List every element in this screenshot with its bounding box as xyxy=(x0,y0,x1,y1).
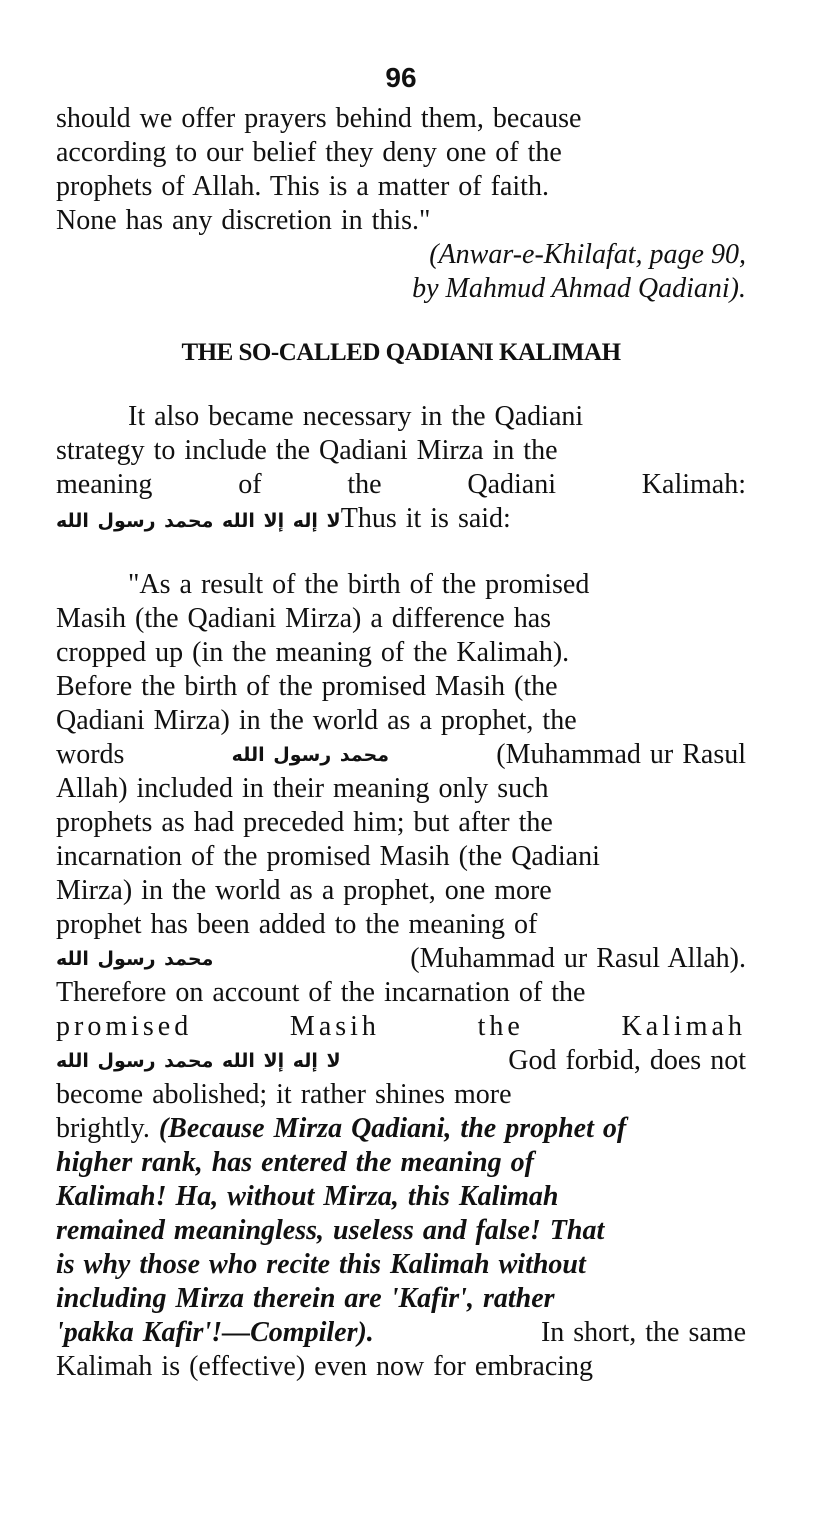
opening-line: prophets of Allah. This is a matter of faith. xyxy=(56,171,549,202)
compiler-line: remained meaningless, useless and false! That xyxy=(56,1215,605,1246)
opening-line: should we offer prayers behind them, because xyxy=(56,103,582,134)
section-line-spread xyxy=(56,468,746,502)
section-line: It also became necessary in the Qadiani xyxy=(128,401,584,432)
word: Masih xyxy=(289,1011,380,1042)
in-short-text: In short, the same xyxy=(540,1317,746,1348)
compiler-line: higher rank, has entered the meaning of xyxy=(56,1147,534,1178)
opening-line: None has any discretion in this." xyxy=(56,205,431,236)
muhammad-translit: (Muhammad ur Rasul xyxy=(496,739,746,770)
quote-line: Mirza) in the world as a prophet, one more xyxy=(56,875,552,906)
words-label: words xyxy=(56,739,125,770)
compiler-end: 'pakka Kafir'!—Compiler). xyxy=(56,1317,374,1348)
book-page xyxy=(56,60,746,1384)
compiler-line: Kalimah! Ha, without Mirza, this Kalimah xyxy=(56,1181,559,1212)
citation-line: (Anwar-e-Khilafat, page 90, xyxy=(429,239,746,270)
quote-line-muhammad xyxy=(56,942,746,976)
quote-line: become abolished; it rather shines more xyxy=(56,1079,512,1110)
section-paragraph xyxy=(56,400,746,538)
citation xyxy=(56,238,746,306)
section-line: strategy to include the Qadiani Mirza in the xyxy=(56,435,558,466)
thus-text: Thus it is said: xyxy=(340,503,511,534)
arabic-muhammad: محمد رسول الله xyxy=(231,744,390,766)
word: of xyxy=(238,469,262,500)
quote-paragraph xyxy=(56,568,746,1384)
page-number: 96 xyxy=(385,62,417,93)
quote-line: Qadiani Mirza) in the world as a prophet, the xyxy=(56,705,577,736)
arabic-kalimah: لا إله إلا الله محمد رسول الله xyxy=(56,510,341,532)
quote-line-godforbid xyxy=(56,1044,746,1078)
opening-paragraph xyxy=(56,102,746,238)
arabic-muhammad-2: محمد رسول الله xyxy=(56,948,214,970)
citation-line: by Mahmud Ahmad Qadiani). xyxy=(412,273,746,304)
word: Kalimah xyxy=(621,1011,746,1042)
quote-line-compiler-end xyxy=(56,1316,746,1350)
section-heading: THE SO-CALLED QADIANI KALIMAH xyxy=(181,339,621,366)
brightly-text: brightly. xyxy=(56,1113,150,1144)
god-forbid-text: God forbid, does not xyxy=(508,1045,746,1076)
quote-line: cropped up (in the meaning of the Kalimah). xyxy=(56,637,570,668)
word: promised xyxy=(56,1011,193,1042)
quote-line: Allah) included in their meaning only such xyxy=(56,773,549,804)
quote-line: prophet has been added to the meaning of xyxy=(56,909,538,940)
quote-line-words xyxy=(56,738,746,772)
word: Kalimah: xyxy=(641,469,746,500)
quote-line: Before the birth of the promised Masih (the xyxy=(56,671,558,702)
muhammad-translit-2: (Muhammad ur Rasul Allah). xyxy=(410,943,746,974)
compiler-line: including Mirza therein are 'Kafir', rather xyxy=(56,1283,555,1314)
opening-line: according to our belief they deny one of the xyxy=(56,137,562,168)
compiler-note-start: (Because Mirza Qadiani, the prophet of xyxy=(158,1113,627,1144)
quote-line: Kalimah is (effective) even now for embracing xyxy=(56,1351,594,1382)
compiler-line: is why those who recite this Kalimah without xyxy=(56,1249,586,1280)
quote-line: prophets as had preceded him; but after the xyxy=(56,807,553,838)
quote-line: Masih (the Qadiani Mirza) a difference has xyxy=(56,603,552,634)
quote-line-promised xyxy=(56,1010,746,1044)
arabic-kalimah-2: لا إله إلا الله محمد رسول الله xyxy=(56,1050,341,1072)
word: meaning xyxy=(56,469,153,500)
word: Qadiani xyxy=(467,469,556,500)
section-line xyxy=(56,502,746,538)
word: the xyxy=(347,469,382,500)
quote-line: "As a result of the birth of the promised xyxy=(128,569,590,600)
word: the xyxy=(477,1011,524,1042)
quote-line: Therefore on account of the incarnation of the xyxy=(56,977,586,1008)
quote-line-brightly xyxy=(56,1112,746,1146)
quote-line: incarnation of the promised Masih (the Qadiani xyxy=(56,841,600,872)
